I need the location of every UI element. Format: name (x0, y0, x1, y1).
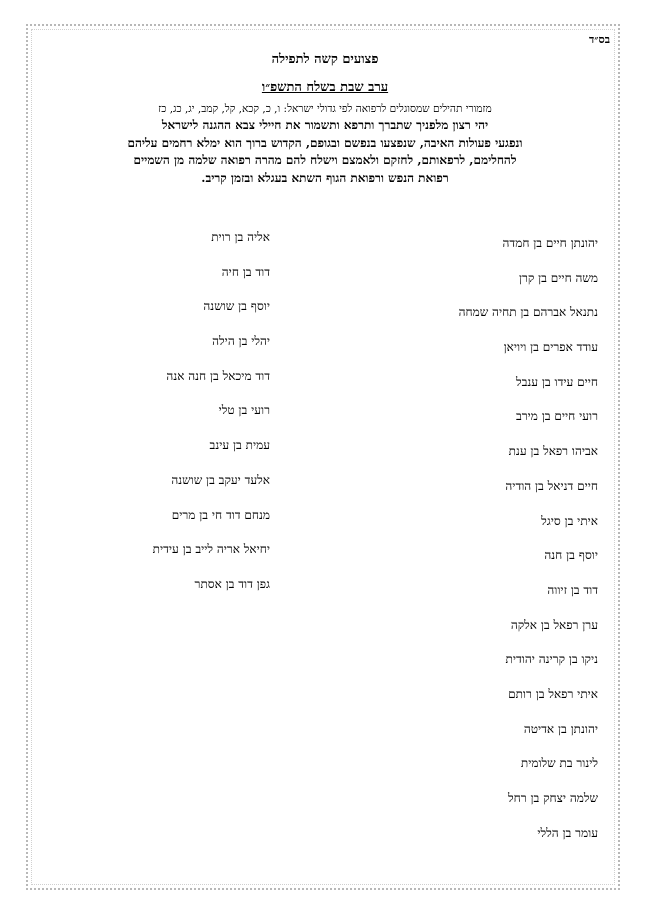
list-item: עומר בן הללי (537, 825, 598, 840)
psalms-line: מזמורי תהילים שמסוגלים לרפואה לפי גדולי ישראל: ו, כ, קכא, קל, קמב, יג, כג, כז (158, 103, 492, 115)
page-title: פצועים קשה לתפילה (271, 52, 379, 67)
list-item: דוד בן חיה (221, 264, 270, 279)
list-item: יהונתן חיים בן חמדה (502, 236, 598, 250)
header (40, 50, 610, 187)
names-list-right (338, 234, 598, 858)
list-item: יוסף בן שושנה (203, 299, 270, 314)
list-item: יהלי בן הילה (212, 334, 270, 349)
list-item: דוד מיכאל בן חנה אנה (166, 368, 270, 383)
list-item: מנחם דוד חי בן מרים (171, 507, 270, 522)
corner-mark: בס״ד (588, 33, 610, 46)
prayer-line: יהי רצון מלפניך שתברך ותרפא ותשמור את חיילי צבא ההגנה לישראל (161, 118, 489, 132)
list-item: אביהו רפאל בן ענת (508, 444, 598, 459)
list-item: חיים דניאל בן הודיה (505, 478, 598, 493)
list-item: חיים עידו בן ענבל (515, 374, 598, 389)
list-item: עודד אפרים בן ויויאן (503, 340, 598, 355)
prayer-line: להחלימם, לרפאותם, לחזקם ולאמצם וישלח להם מהרה רפואה שלמה מן השמיים (133, 153, 517, 167)
list-item: משה חיים בן קרן (518, 270, 598, 285)
list-item: ערן רפאל בן אלקה (510, 617, 598, 632)
list-item: רועי בן טלי (218, 403, 270, 418)
names-list-left (70, 228, 270, 610)
list-item: אליה בן רוית (211, 230, 270, 244)
prayer-text (40, 117, 610, 187)
list-item: רועי חיים בן מירב (515, 409, 598, 424)
list-item: אלעד יעקב בן שושנה (171, 472, 270, 487)
prayer-line: ונפגעי פעולות האיבה, שנפצעו בנפשם ובגופם, הקדוש ברוך הוא ימלא רחמים עליהם (127, 135, 523, 150)
list-item: יוסף בן חנה (544, 548, 598, 563)
list-item: נתנאל אברהם בן תחיה שמחה (458, 305, 598, 320)
list-item: יחיאל אריה לייב בן עידית (152, 542, 270, 557)
page-subtitle: ערב שבת בשלח התשפ״ו (261, 80, 389, 95)
list-item: איתי רפאל בן רותם (508, 686, 598, 701)
list-item: גפן דוד בן אסתר (194, 576, 270, 591)
list-item: דוד בן זיווה (547, 582, 598, 597)
list-item: ניקו בן קרינה יהודית (505, 652, 598, 667)
list-item: יהונתן בן אדיטה (523, 721, 598, 736)
list-item: שלמה יצחק בן רחל (508, 791, 598, 805)
list-item: עמית בן עינב (209, 438, 270, 453)
list-item: איתי בן סיגל (541, 513, 598, 528)
list-item: לינור בת שלומית (520, 756, 598, 771)
prayer-line: רפואת הנפש ורפואת הגוף השתא בעגלא ובזמן קריב. (201, 170, 449, 185)
